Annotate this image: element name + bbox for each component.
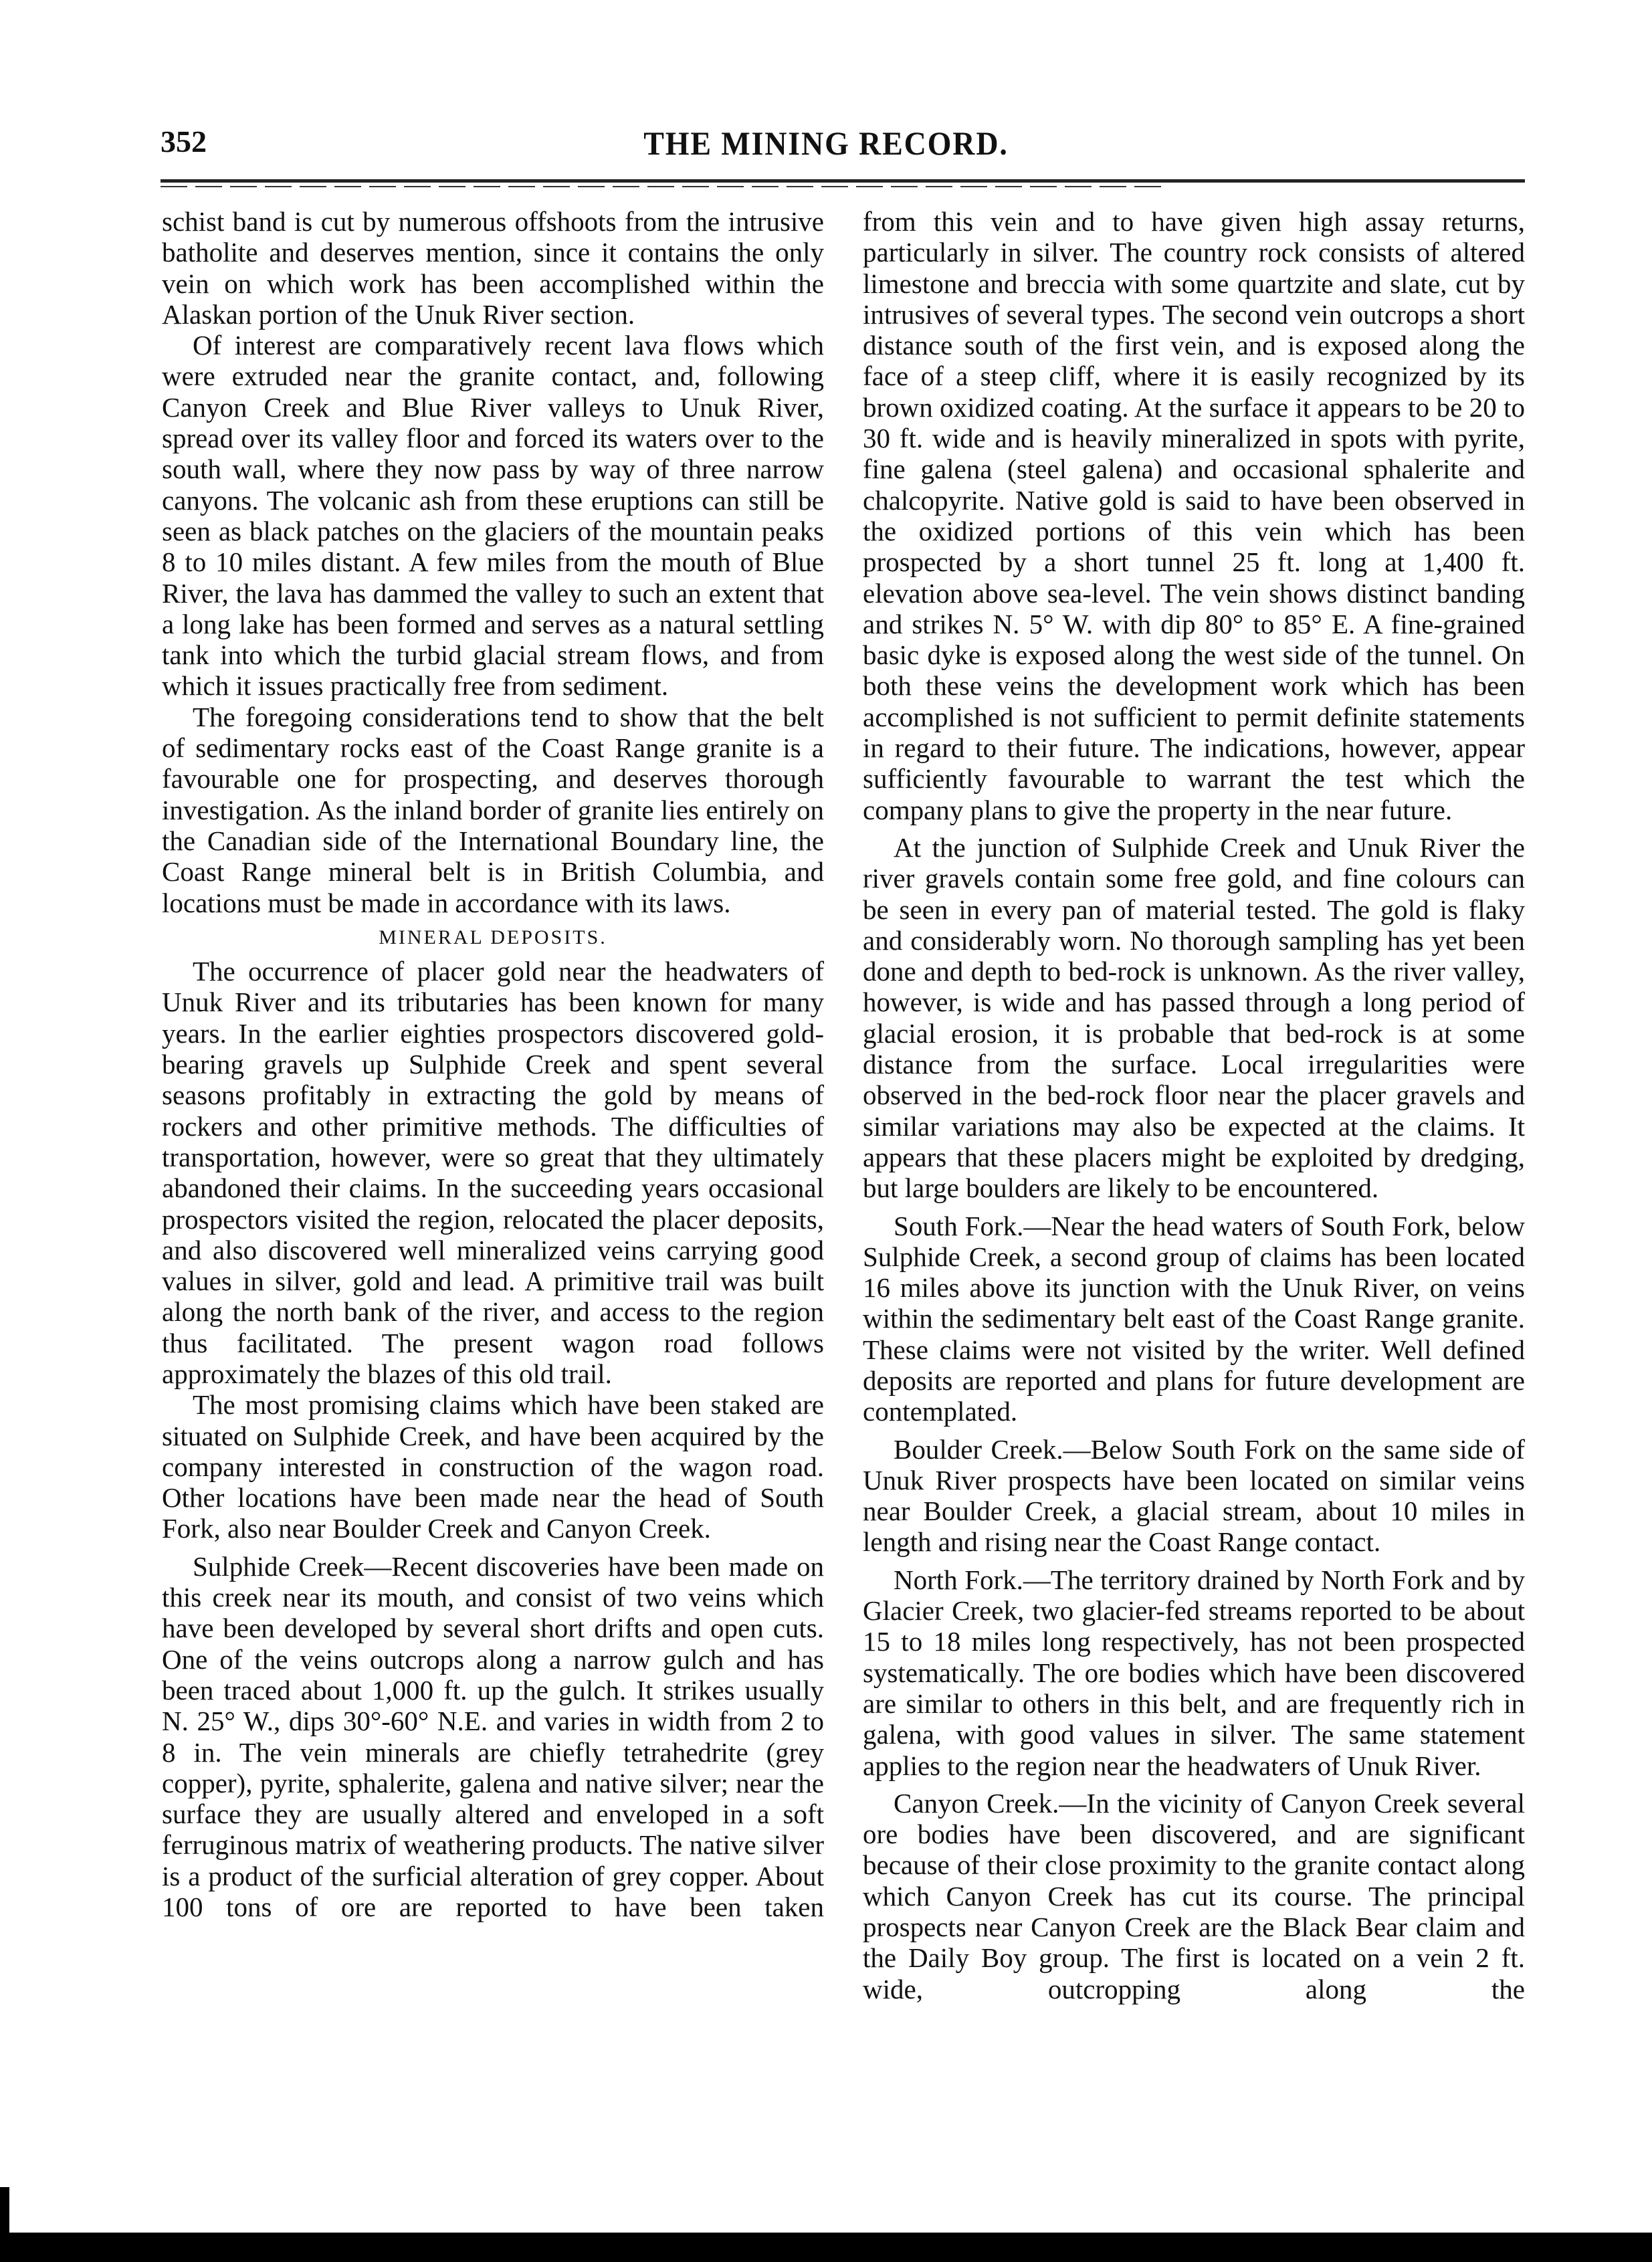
header-rule [161, 179, 1525, 183]
running-title: THE MINING RECORD. [643, 124, 1009, 162]
paragraph: Sulphide Creek—Recent discoveries have been made on this creek near its mouth, and consist of two veins which have been developed by several short drifts and open cuts. One of the veins outcrops along a narrow gulch and has been traced about 1,000 ft. up the gulch. It strikes usually N. 25° W., dips 30°-60° N.E. and varies in width from 2 to 8 in. The vein minerals are chiefly tetrahedrite (grey copper), pyrite, sphalerite, galena and native silver; near the surface they are usually altered and enveloped in a soft ferruginous matrix of weathering products. The native silver is a product of the surficial alteration of grey copper. About 100 tons of ore are reported to have been taken [162, 1550, 824, 1923]
section-heading: MINERAL DEPOSITS. [379, 926, 607, 948]
right-column [863, 206, 1525, 2004]
paragraph: Canyon Creek.—In the vicinity of Canyon Creek several ore bodies have been discovered, and are significant because of their close proximity to the granite contact along which Canyon Creek has cut its course. The principal prospects near Canyon Creek are the Black Bear claim and the Daily Boy group. The first is located on a vein 2 ft. wide, outcropping along the [863, 1787, 1525, 2004]
paragraph: The foregoing considerations tend to show that the belt of sedimentary rocks east of the Coast Range granite is a favourable one for prospecting, and deserves thorough investigation. As the inland border of granite lies entirely on the Canadian side of the International Boundary line, the Coast Range mineral belt is in British Columbia, and locations must be made in accordance with its laws. [162, 701, 824, 918]
paragraph: Of interest are comparatively recent lava flows which were extruded near the granite contact, and, following Canyon Creek and Blue River valleys to Unuk River, spread over its valley floor and forced its waters over to the south wall, where they now pass by way of three narrow canyons. The volcanic ash from these eruptions can still be seen as black patches on the glaciers of the mountain peaks 8 to 10 miles distant. A few miles from the mouth of Blue River, the lava has dammed the valley to such an extent that a long lake has been formed and serves as a natural settling tank into which the turbid glacial stream flows, and from which it issues practically free from sediment. [162, 330, 824, 702]
paragraph: South Fork.—Near the head waters of South Fork, below Sulphide Creek, a second group of claims has been located 16 miles above its junction with the Unuk River, on veins within the sedimentary belt east of the Coast Range granite. These claims were not visited by the writer. Well defined deposits are reported and plans for future development are contemplated. [863, 1210, 1525, 1427]
paragraph: The most promising claims which have been staked are situated on Sulphide Creek, and have been acquired by the company interested in construction of the wagon road. Other locations have been made near the head of South Fork, also near Boulder Creek and Canyon Creek. [162, 1389, 824, 1544]
paragraph: Boulder Creek.—Below South Fork on the same side of Unuk River prospects have been located on similar veins near Boulder Creek, a glacial stream, about 10 miles in length and rising near the Coast Range contact. [863, 1433, 1525, 1558]
scan-bottom-border [0, 2233, 1652, 2262]
paragraph: North Fork.—The territory drained by North Fork and by Glacier Creek, two glacier-fed streams reported to be about 15 to 18 miles long respectively, has not been prospected systematically. The ore bodies which have been discovered are similar to others in this belt, and are frequently rich in galena, with good values in silver. The same statement applies to the region near the headwaters of Unuk River. [863, 1564, 1525, 1781]
paragraph: from this vein and to have given high assay returns, particularly in silver. The country rock consists of altered limestone and breccia with some quartzite and slate, cut by intrusives of several types. The second vein outcrops a short distance south of the first vein, and is exposed along the face of a steep cliff, where it is easily recognized by its brown oxidized coating. At the surface it appears to be 20 to 30 ft. wide and is heavily mineralized in spots with pyrite, fine galena (steel galena) and occasional sphalerite and chalcopyrite. Native gold is said to have been observed in the oxidized portions of this vein which has been prospected by a short tunnel 25 ft. long at 1,400 ft. elevation above sea-level. The vein shows distinct banding and strikes N. 5° W. with dip 80° to 85° E. A fine-grained basic dyke is exposed along the west side of the tunnel. On both these veins the development work which has been accomplished is not sufficient to permit definite statements in regard to their future. The indications, however, appear sufficiently favourable to warrant the test which the company plans to give the property in the near future. [863, 206, 1525, 825]
header-rule-secondary [161, 186, 1164, 187]
scan-edge-shadow [0, 2187, 9, 2234]
paragraph: The occurrence of placer gold near the headwaters of Unuk River and its tributaries has been known for many years. In the earlier eighties prospectors discovered gold-bearing gravels up Sulphide Creek and spent several seasons profitably in extracting the gold by means of rockers and other primitive methods. The difficulties of transportation, however, were so great that they ultimately abandoned their claims. In the succeeding years occasional prospectors visited the region, relocated the placer deposits, and also discovered well mineralized veins carrying good values in silver, gold and lead. A primitive trail was built along the north bank of the river, and access to the region thus facilitated. The present wagon road follows approximately the blazes of this old trail. [162, 956, 824, 1389]
paragraph: schist band is cut by numerous offshoots from the intrusive batholite and deserves mention, since it contains the only vein on which work has been accomplished within the Alaskan portion of the Unuk River section. [162, 206, 824, 330]
page-number: 352 [161, 124, 207, 159]
paragraph: At the junction of Sulphide Creek and Unuk River the river gravels contain some free gold, and fine colours can be seen in every pan of material tested. The gold is flaky and considerably worn. No thorough sampling has yet been done and depth to bed-rock is unknown. As the river valley, however, is wide and has passed through a long period of glacial erosion, it is probable that bed-rock is at some distance from the surface. Local irregularities were observed in the bed-rock floor near the placer gravels and similar variations may also be expected at the claims. It appears that these placers might be exploited by dredging, but large boulders are likely to be encountered. [863, 831, 1525, 1204]
left-column [162, 206, 824, 1922]
